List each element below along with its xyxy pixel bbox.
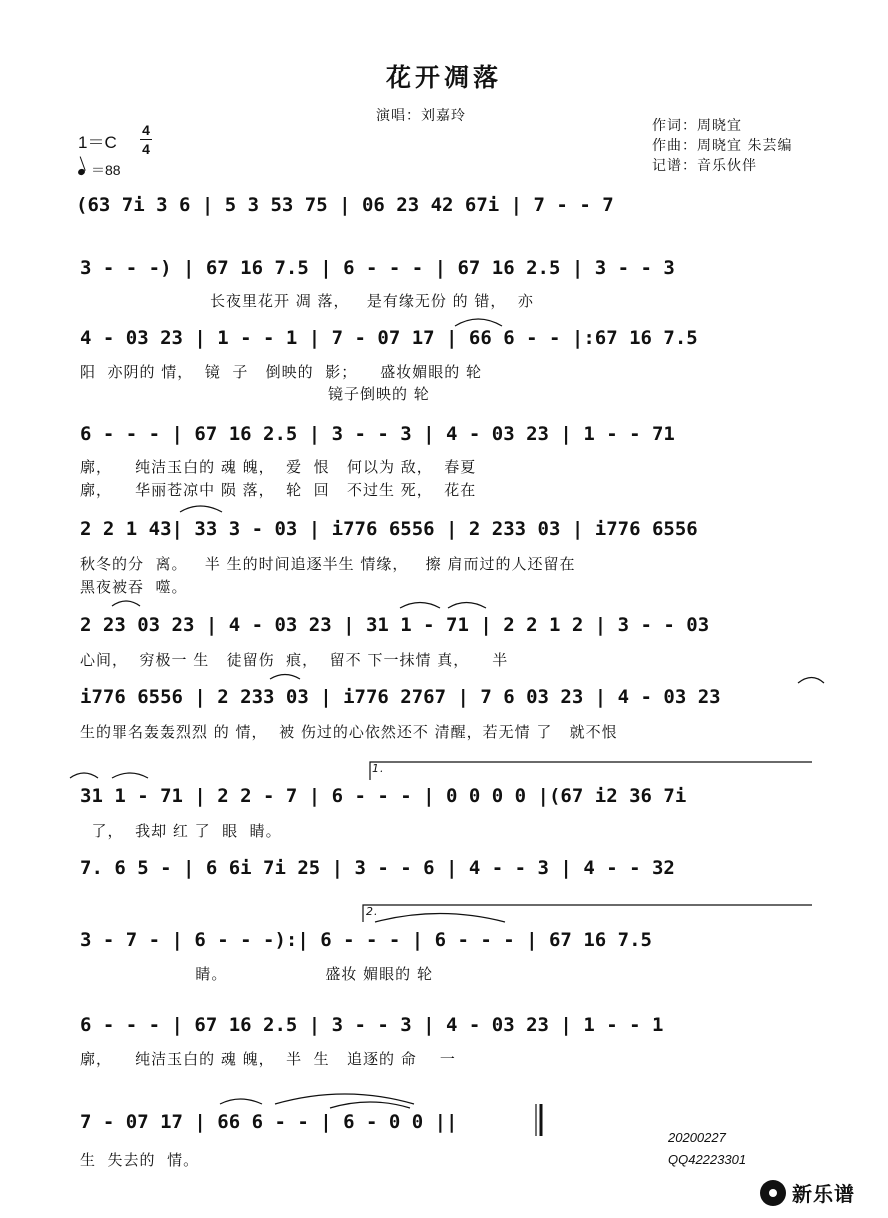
volta-1-label: 1.	[372, 762, 385, 775]
system-9-notes: 7. 6 5 - | 6 6i 7i 25 | 3 - - 6 | 4 - - 3 | 4 - - 32	[80, 857, 675, 879]
system-11-notes: 6 - - - | 67 16 2.5 | 3 - - 3 | 4 - 03 23 | 1 - - 1	[80, 1014, 664, 1036]
slur	[112, 773, 148, 778]
system-10-lyrics-1: 睛。 盛妆 媚眼的 轮	[80, 965, 433, 983]
system-3-lyrics-2: 镜子倒映的 轮	[80, 385, 430, 403]
system-2-lyrics-1: 长夜里花开 凋 落， 是有缘无份 的 错， 亦	[210, 292, 534, 310]
system-6-notes: 2 23 03 23 | 4 - 03 23 | 31 1 - 71 | 2 2 1 2 | 3 - - 03	[80, 614, 710, 636]
system-8-notes: 31 1 - 71 | 2 2 - 7 | 6 - - - | 0 0 0 0 |(67 i2 36 7i	[80, 785, 687, 807]
system-11-lyrics-1: 廓， 纯洁玉白的 魂 魄， 半 生 追逐的 命 一	[80, 1050, 456, 1068]
date-stamp: 20200227	[668, 1130, 726, 1145]
slur	[455, 319, 502, 326]
system-2-notes: 3 - - -) | 67 16 7.5 | 6 - - - | 67 16 2.5 | 3 - - 3	[80, 257, 675, 279]
system-3-notes: 4 - 03 23 | 1 - - 1 | 7 - 07 17 | 66 6 - - |:67 16 7.5	[80, 327, 698, 349]
slur	[112, 601, 140, 606]
system-10-notes: 3 - 7 - | 6 - - -):| 6 - - - | 6 - - - | 67 16 7.5	[80, 929, 652, 951]
system-3-lyrics-1: 阳 亦阴的 情， 镜 子 倒映的 影； 盛妆媚眼的 轮	[80, 363, 483, 381]
time-sig-top: 4	[142, 122, 150, 138]
system-8-lyrics-1: 了， 我却 红 了 眼 睛。	[80, 822, 282, 840]
system-6-lyrics-1: 心间， 穷极一 生 徒留伤 痕， 留不 下一抹情 真， 半	[80, 651, 509, 669]
volta-2-label: 2.	[366, 905, 379, 918]
record-icon	[760, 1180, 786, 1206]
system-12-lyrics-1: 生 失去的 情。	[80, 1151, 200, 1169]
singer-credit: 演唱：刘嘉玲	[376, 108, 466, 124]
tempo-value: ＝88	[91, 162, 121, 178]
slur	[180, 506, 222, 512]
system-5-notes: 2 2 1 43| 33 3 - 03 | i776 6556 | 2 233 03 | i776 6556	[80, 518, 698, 540]
lyricist-credit: 作词：周晓宜	[652, 118, 742, 134]
composer-credit: 作曲：周晓宜 朱芸编	[652, 138, 793, 154]
system-5-lyrics-2: 黑夜被吞 噬。	[80, 578, 188, 596]
page-title: 花开凋落	[385, 63, 502, 92]
system-4-lyrics-1: 廓， 纯洁玉白的 魂 魄， 爱 恨 何以为 敌， 春夏	[80, 458, 477, 476]
brand-logo	[760, 1178, 855, 1207]
system-7-lyrics-1: 生的罪名轰轰烈烈 的 情， 被 伤过的心依然还不 清醒，若无情 了 就不恨	[80, 723, 618, 741]
slur	[275, 1094, 414, 1104]
system-4-lyrics-2: 廓， 华丽苍凉中 陨 落， 轮 回 不过生 死， 花在	[80, 481, 477, 499]
slur	[220, 1099, 262, 1104]
system-7-notes: i776 6556 | 2 233 03 | i776 2767 | 7 6 03 23 | 4 - 03 23	[80, 686, 721, 708]
slur	[375, 914, 505, 923]
key-signature: 1＝C	[78, 133, 117, 152]
system-5-lyrics-1: 秋冬的分 离。 半 生的时间追逐半生 情缘， 擦 肩而过的人还留在	[80, 555, 576, 573]
slur	[798, 678, 824, 684]
time-sig-bottom: 4	[142, 141, 150, 157]
system-12-notes: 7 - 07 17 | 66 6 - - | 6 - 0 0 ||	[80, 1111, 458, 1133]
brand-text: 新乐谱	[792, 1182, 855, 1206]
notation-credit: 记谱：音乐伙伴	[652, 158, 757, 174]
slur	[70, 773, 98, 778]
system-1-notes: (63 7i 3 6 | 5 3 53 75 | 06 23 42 67i | 7 - - 7	[76, 194, 614, 216]
slur	[330, 1102, 410, 1108]
slur	[400, 603, 440, 609]
volta-1-bracket	[370, 762, 812, 780]
system-4-notes: 6 - - - | 67 16 2.5 | 3 - - 3 | 4 - 03 23 | 1 - - 71	[80, 423, 675, 445]
slur	[270, 675, 300, 680]
slur	[448, 603, 486, 609]
qq-stamp: QQ42223301	[668, 1152, 747, 1167]
